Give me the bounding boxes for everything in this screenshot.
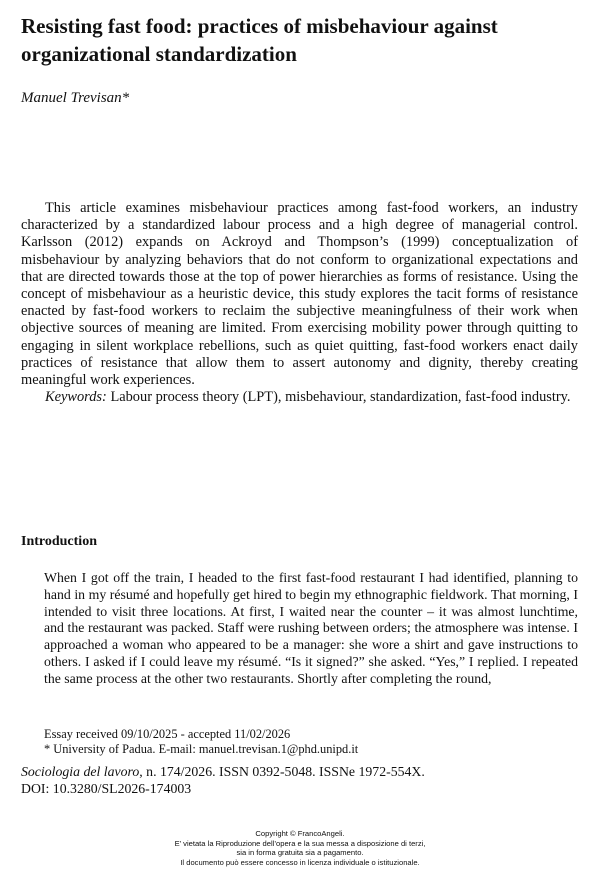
journal-name: Sociologia del lavoro	[21, 764, 140, 779]
abstract-text: This article examines misbehaviour practices among fast-food workers, an industry characterized by a standardized labour process and a high degree of managerial control. Karlsson (2012) expands on Ackroyd and Thompson’s (1999) conceptualization of misbehaviour by analyzing behaviors that do not conform to organizational expectations and that are directed towards those at the top of power hierarchies as forms of resistance. Using the concept of misbehaviour as a heuristic device, this study explores the tacit forms of resistance enacted by fast-food workers to reclaim the subjective meaningfulness of their work when objective sources of meaning are limited. From exercising mobility power through quitting to engaging in silent workplace rebellions, such as quiet quitting, fast-food workers enact daily practices of resistance that allow them to assert autonomy and dignity, thereby creating meaningful work experiences.	[21, 200, 578, 389]
article-title: Resisting fast food: practices of misbehaviour against organizational standardization	[21, 14, 498, 66]
received-note: Essay received 09/10/2025 - accepted 11/02/2026	[44, 727, 291, 741]
copyright-line-2: E’ vietata la Riproduzione dell’opera e la sua messa a disposizione di terzi,	[174, 838, 426, 848]
journal-line	[21, 764, 581, 781]
section-heading-introduction: Introduction	[21, 534, 97, 549]
keywords-label: Keywords:	[45, 389, 107, 406]
copyright-notice	[0, 829, 600, 867]
footnotes	[44, 727, 584, 757]
abstract	[21, 200, 578, 406]
journal-details: , n. 174/2026. ISSN 0392-5048. ISSNe 1972-554X.	[139, 764, 425, 779]
journal-citation	[21, 764, 581, 797]
copyright-line-4: Il documento può essere concesso in licenza individuale o istituzionale.	[180, 857, 420, 867]
copyright-line-3: sia in forma gratuita sia a pagamento.	[236, 848, 364, 858]
author-name: Manuel Trevisan*	[21, 90, 130, 106]
introduction-paragraph: When I got off the train, I headed to the first fast-food restaurant I had identified, planning to hand in my résumé and hopefully get hired to begin my ethnographic fieldwork. That morning, I intended to visit three locations. At first, I waited near the counter – it was almost lunchtime, and the restaurant was packed. Staff were rushing between orders; the atmosphere was intense. I approached a woman who appeared to be a manager: she wore a shirt and gave instructions to others. I asked if I could leave my résumé. “Is it signed?” she asked. “Yes,” I replied. I repeated the same process at the other two restaurants. Shortly after completing the round,	[44, 570, 578, 686]
affiliation-note: * University of Padua. E-mail: manuel.trevisan.1@phd.unipd.it	[44, 742, 359, 756]
keywords	[21, 389, 578, 406]
doi: DOI: 10.3280/SL2026-174003	[21, 780, 192, 796]
copyright-line-1: Copyright © FrancoAngeli.	[255, 829, 345, 838]
keywords-text: Labour process theory (LPT), misbehaviour, standardization, fast-food industry.	[110, 389, 571, 406]
